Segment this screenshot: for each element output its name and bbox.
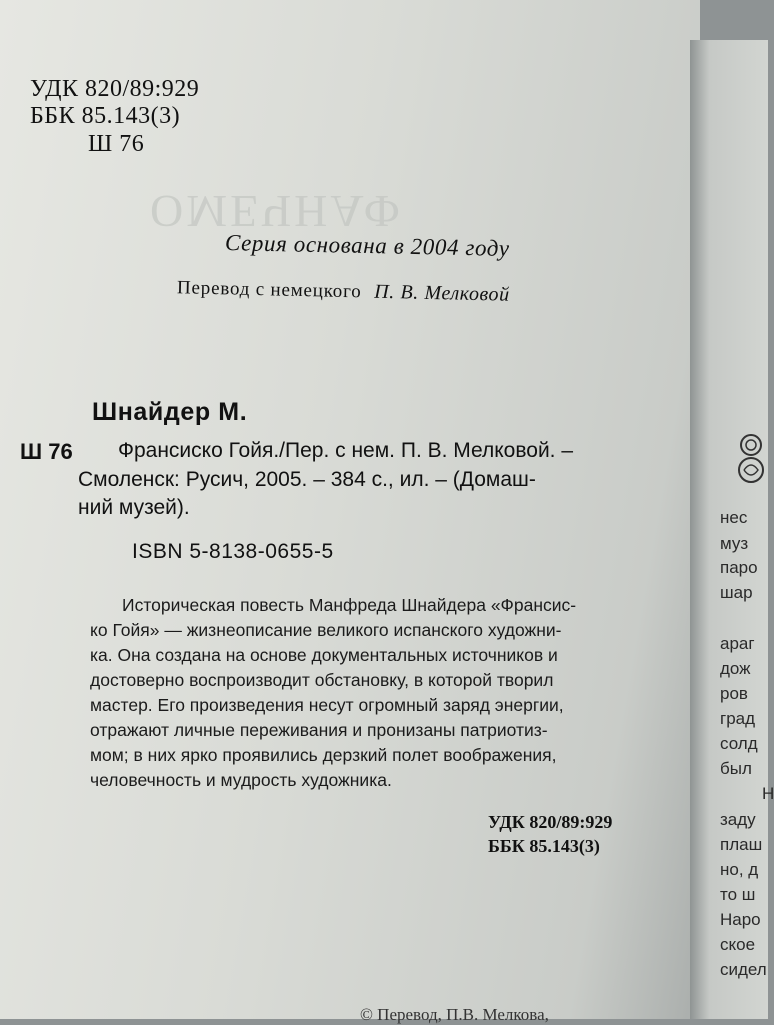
annotation-line: человечность и мудрость художника. bbox=[90, 770, 392, 790]
translation-line bbox=[177, 276, 510, 307]
fragment: Наро bbox=[720, 910, 761, 929]
rose-ornament-icon bbox=[736, 430, 766, 485]
fragment: муз bbox=[720, 534, 749, 553]
series-note: Серия основана в 2004 году bbox=[224, 230, 510, 261]
fragment: паро bbox=[720, 558, 758, 577]
annotation-paragraph bbox=[90, 593, 576, 793]
translator-name: П. В. Мелковой bbox=[374, 280, 511, 306]
catalog-line-3: ний музей). bbox=[78, 496, 190, 519]
catalog-line-1: Франсиско Гойя./Пер. с нем. П. В. Мелковой. – bbox=[118, 439, 574, 462]
bottom-bbk: ББК 85.143(3) bbox=[488, 836, 600, 856]
annotation-line: ко Гойя» — жизнеописание великого испанского художни- bbox=[90, 620, 562, 640]
fragment: Н bbox=[762, 784, 774, 803]
fragment: сидел bbox=[720, 960, 767, 979]
fragment: ское bbox=[720, 935, 756, 954]
fragment: нес bbox=[720, 508, 748, 527]
fragment: то ш bbox=[720, 885, 756, 904]
bbk-code: ББК 85.143(3) bbox=[30, 103, 181, 129]
annotation-line: достоверно воспроизводит обстановку, в которой творил bbox=[90, 670, 554, 690]
catalog-author: Шнайдер М. bbox=[92, 398, 248, 426]
annotation-line: мом; в них ярко проявились дерзкий полет воображения, bbox=[90, 745, 557, 765]
annotation-line: отражают личные переживания и пронизаны патриотиз- bbox=[90, 720, 548, 740]
right-page bbox=[690, 40, 774, 1019]
fragment: но, д bbox=[720, 860, 759, 879]
copyright-line: © Перевод, П.В. Мелкова, bbox=[360, 1005, 549, 1024]
author-mark: Ш 76 bbox=[88, 131, 145, 157]
fragment: араг bbox=[720, 634, 755, 653]
fragment: солд bbox=[720, 734, 758, 753]
catalog-mark: Ш 76 bbox=[20, 439, 73, 464]
udk-code: УДК 820/89:929 bbox=[30, 76, 200, 102]
fragment: шар bbox=[720, 583, 753, 602]
translation-prefix: Перевод с немецкого bbox=[176, 277, 362, 303]
fragment: плаш bbox=[720, 835, 763, 854]
annotation-line: Историческая повесть Манфреда Шнайдера «Франсис- bbox=[122, 595, 577, 615]
isbn: ISBN 5-8138-0655-5 bbox=[132, 540, 334, 563]
fragment: дож bbox=[720, 659, 751, 678]
bottom-udk: УДК 820/89:929 bbox=[488, 812, 613, 832]
fragment: ров bbox=[720, 684, 748, 703]
fragment: град bbox=[720, 709, 756, 728]
bleed-through-text: ОМЕЧНАФ bbox=[150, 186, 403, 237]
fragment: заду bbox=[720, 810, 756, 829]
annotation-line: ка. Она создана на основе документальных источников и bbox=[90, 645, 558, 665]
catalog-line-2: Смоленск: Русич, 2005. – 384 с., ил. – (Домаш- bbox=[78, 468, 536, 491]
fragment: был bbox=[720, 759, 752, 778]
annotation-line: мастер. Его произведения несут огромный заряд энергии, bbox=[90, 695, 564, 715]
